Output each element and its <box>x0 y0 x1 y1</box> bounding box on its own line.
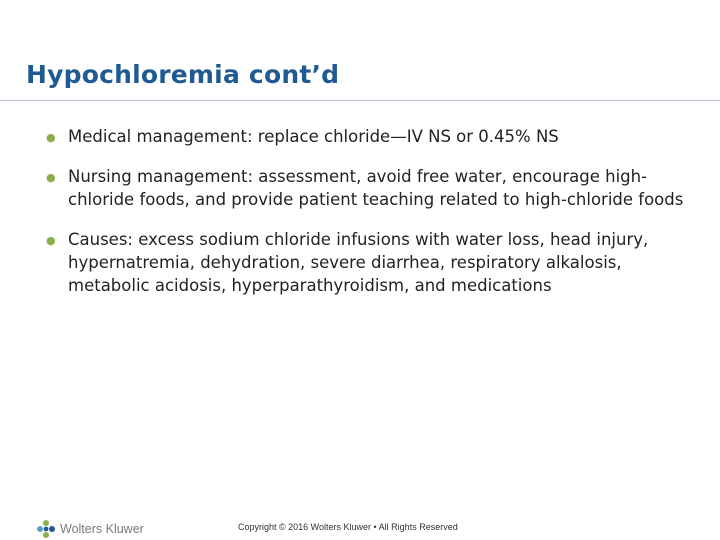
copyright-text: Copyright © 2016 Wolters Kluwer • All Rights Reserved <box>238 522 458 532</box>
wolters-kluwer-logo-icon <box>36 519 56 539</box>
title-divider <box>0 100 720 101</box>
bullet-text: Nursing management: assessment, avoid free water, encourage high-chloride foods, and provide patient teaching related to high-chloride foods <box>68 167 684 209</box>
logo-text: Wolters Kluwer <box>60 522 144 536</box>
bullet-item <box>46 165 696 211</box>
bullet-item <box>46 125 696 148</box>
bullet-dot-icon: ● <box>46 131 56 144</box>
bullet-dot-icon: ● <box>46 171 56 184</box>
bullet-dot-icon: ● <box>46 234 56 247</box>
bullet-list <box>46 125 696 314</box>
bullet-text: Medical management: replace chloride—IV NS or 0.45% NS <box>68 127 559 146</box>
slide-title: Hypochloremia cont’d <box>26 60 340 89</box>
footer-logo <box>36 519 144 539</box>
bullet-item <box>46 228 696 297</box>
bullet-text: Causes: excess sodium chloride infusions with water loss, head injury, hypernatremia, dehydration, severe diarrhea, respiratory alkalosis, metabolic acidosis, hyperparathyroidism, and medications <box>68 230 649 295</box>
